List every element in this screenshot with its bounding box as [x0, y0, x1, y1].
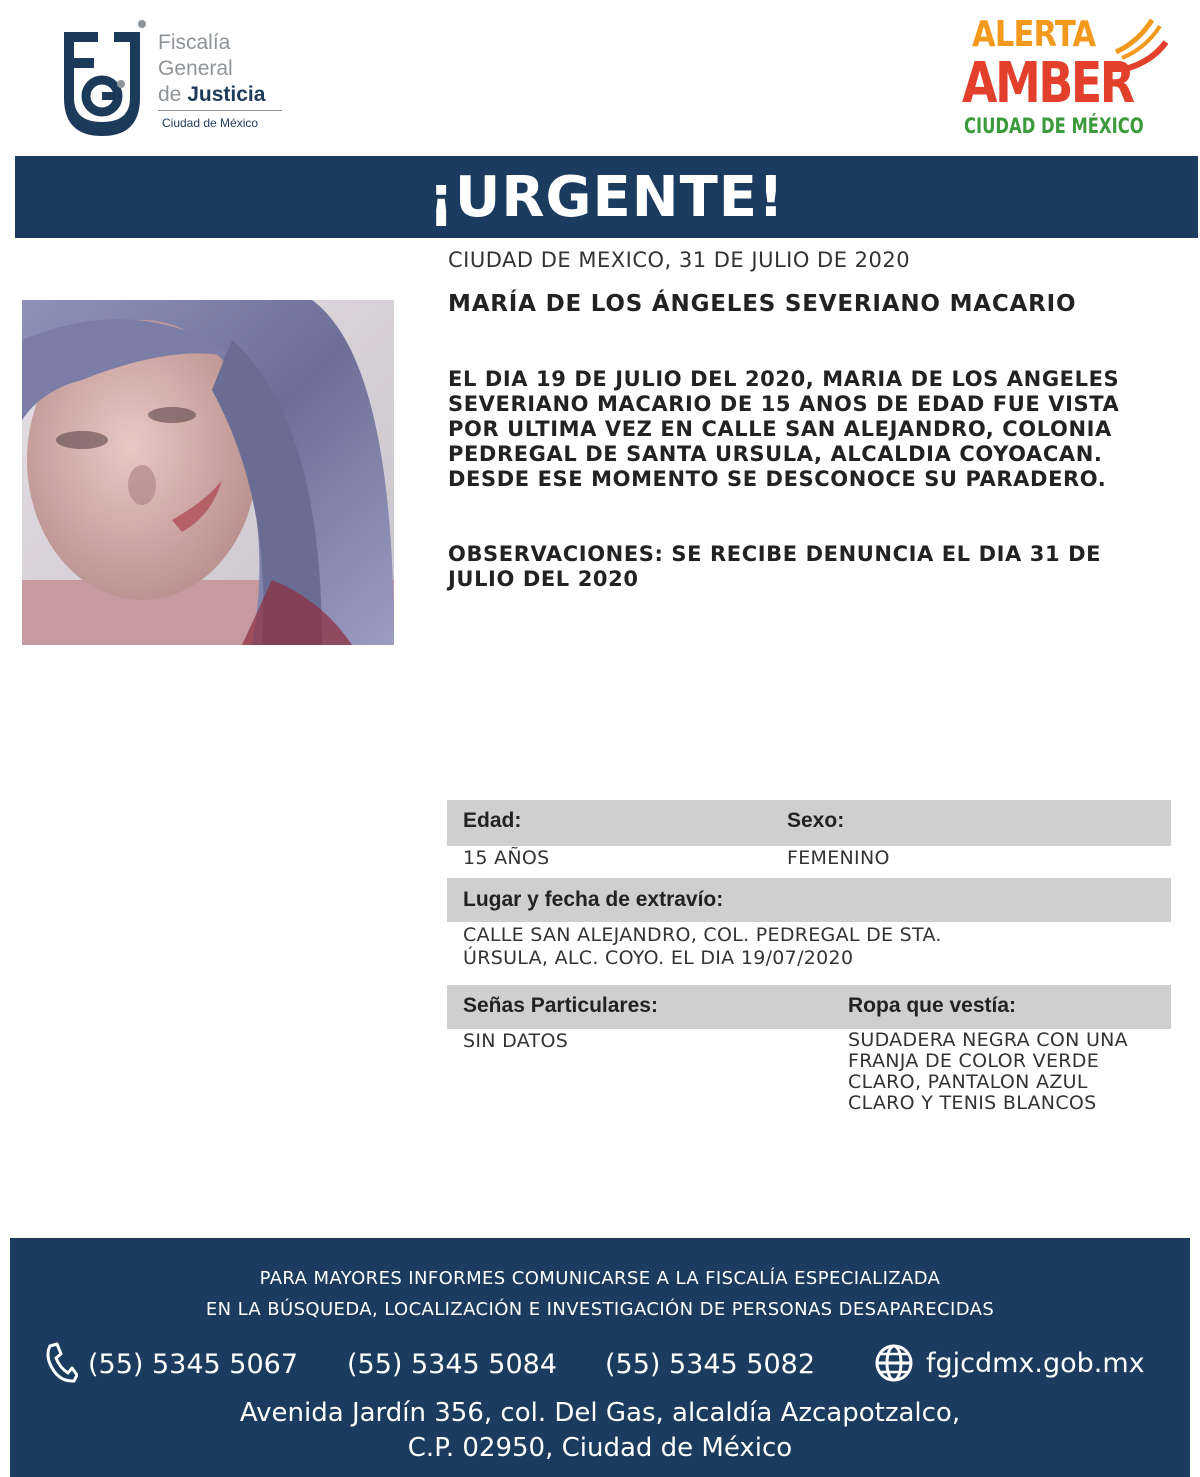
- fgj-line-2: General: [158, 57, 233, 80]
- phone-icon: [44, 1342, 78, 1384]
- place-value-line-2: ÚRSULA, ALC. COYO. EL DIA 19/07/2020: [463, 947, 854, 969]
- alerta-amber-logo: [958, 12, 1168, 142]
- place-value-line-1: CALLE SAN ALEJANDRO, COL. PEDREGAL DE STA.: [463, 924, 942, 946]
- clothes-value-line-2: FRANJA DE COLOR VERDE: [848, 1050, 1100, 1072]
- website-link[interactable]: fgjcdmx.gob.mx: [926, 1348, 1145, 1379]
- address-line-2: C.P. 02950, Ciudad de México: [407, 1433, 793, 1463]
- fgj-line-4: Ciudad de México: [162, 116, 259, 130]
- age-label: Edad:: [463, 809, 522, 832]
- date-line: CIUDAD DE MEXICO, 31 DE JULIO DE 2020: [448, 248, 911, 272]
- globe-icon: [874, 1343, 914, 1383]
- person-name: MARÍA DE LOS ÁNGELES SEVERIANO MACARIO: [448, 291, 1077, 317]
- clothes-label: Ropa que vestía:: [848, 994, 1017, 1017]
- missing-person-photo: [22, 300, 394, 645]
- fgj-line-3-prefix: de: [158, 83, 182, 106]
- amber-line-2: AMBER: [962, 51, 1133, 116]
- phone-number-2[interactable]: (55) 5345 5084: [347, 1349, 558, 1380]
- marks-value: SIN DATOS: [463, 1030, 569, 1052]
- address-line-1: Avenida Jardín 356, col. Del Gas, alcaldía Azcapotzalco,: [239, 1398, 961, 1428]
- phone-number-3[interactable]: (55) 5345 5082: [605, 1349, 816, 1380]
- fgj-line-3: [158, 82, 265, 108]
- marks-label: Señas Particulares:: [463, 994, 658, 1017]
- description-text: EL DIA 19 DE JULIO DEL 2020, MARIA DE LOS ANGELES SEVERIANO MACARIO DE 15 ANOS DE EDAD FUE VISTA POR ULTIMA VEZ EN CALLE SAN ALEJANDRO, COLONIA PEDREGAL DE SANTA URSULA, ALCALDIA COYOACAN. DESDE ESE MOMENTO SE DESCONOCE SU PARADERO.: [448, 367, 1120, 491]
- footer-info-line-2: EN LA BÚSQUEDA, LOCALIZACIÓN E INVESTIGACIÓN DE PERSONAS DESAPARECIDAS: [205, 1299, 995, 1320]
- place-header: [447, 878, 1171, 922]
- observations-text: OBSERVACIONES: SE RECIBE DENUNCIA EL DIA 31 DE JULIO DEL 2020: [448, 542, 1102, 591]
- sex-value: FEMENINO: [787, 847, 890, 869]
- age-value: 15 AÑOS: [463, 847, 550, 869]
- fgj-monogram-icon: [58, 18, 150, 138]
- clothes-value-line-4: CLARO Y TENIS BLANCOS: [848, 1092, 1097, 1114]
- fgj-line-1: Fiscalía: [158, 31, 231, 54]
- phone-number-1[interactable]: (55) 5345 5067: [88, 1349, 299, 1380]
- fgj-line-3-strong: Justicia: [187, 83, 266, 106]
- sex-label: Sexo:: [787, 809, 845, 832]
- urgent-banner: [15, 156, 1198, 238]
- amber-line-3: CIUDAD DE MÉXICO: [964, 114, 1144, 138]
- urgent-title: ¡URGENTE!: [428, 164, 785, 230]
- clothes-value-line-3: CLARO, PANTALON AZUL: [848, 1071, 1088, 1093]
- place-label: Lugar y fecha de extravío:: [463, 888, 724, 911]
- age-sex-header: [447, 800, 1171, 846]
- fgj-divider: [158, 110, 282, 111]
- amber-line-1: ALERTA: [972, 14, 1096, 55]
- footer-info-line-1: PARA MAYORES INFORMES COMUNICARSE A LA FISCALÍA ESPECIALIZADA: [259, 1268, 941, 1289]
- clothes-value-line-1: SUDADERA NEGRA CON UNA: [848, 1029, 1128, 1051]
- fgj-logo: [58, 18, 298, 138]
- marks-clothes-header: [447, 985, 1171, 1029]
